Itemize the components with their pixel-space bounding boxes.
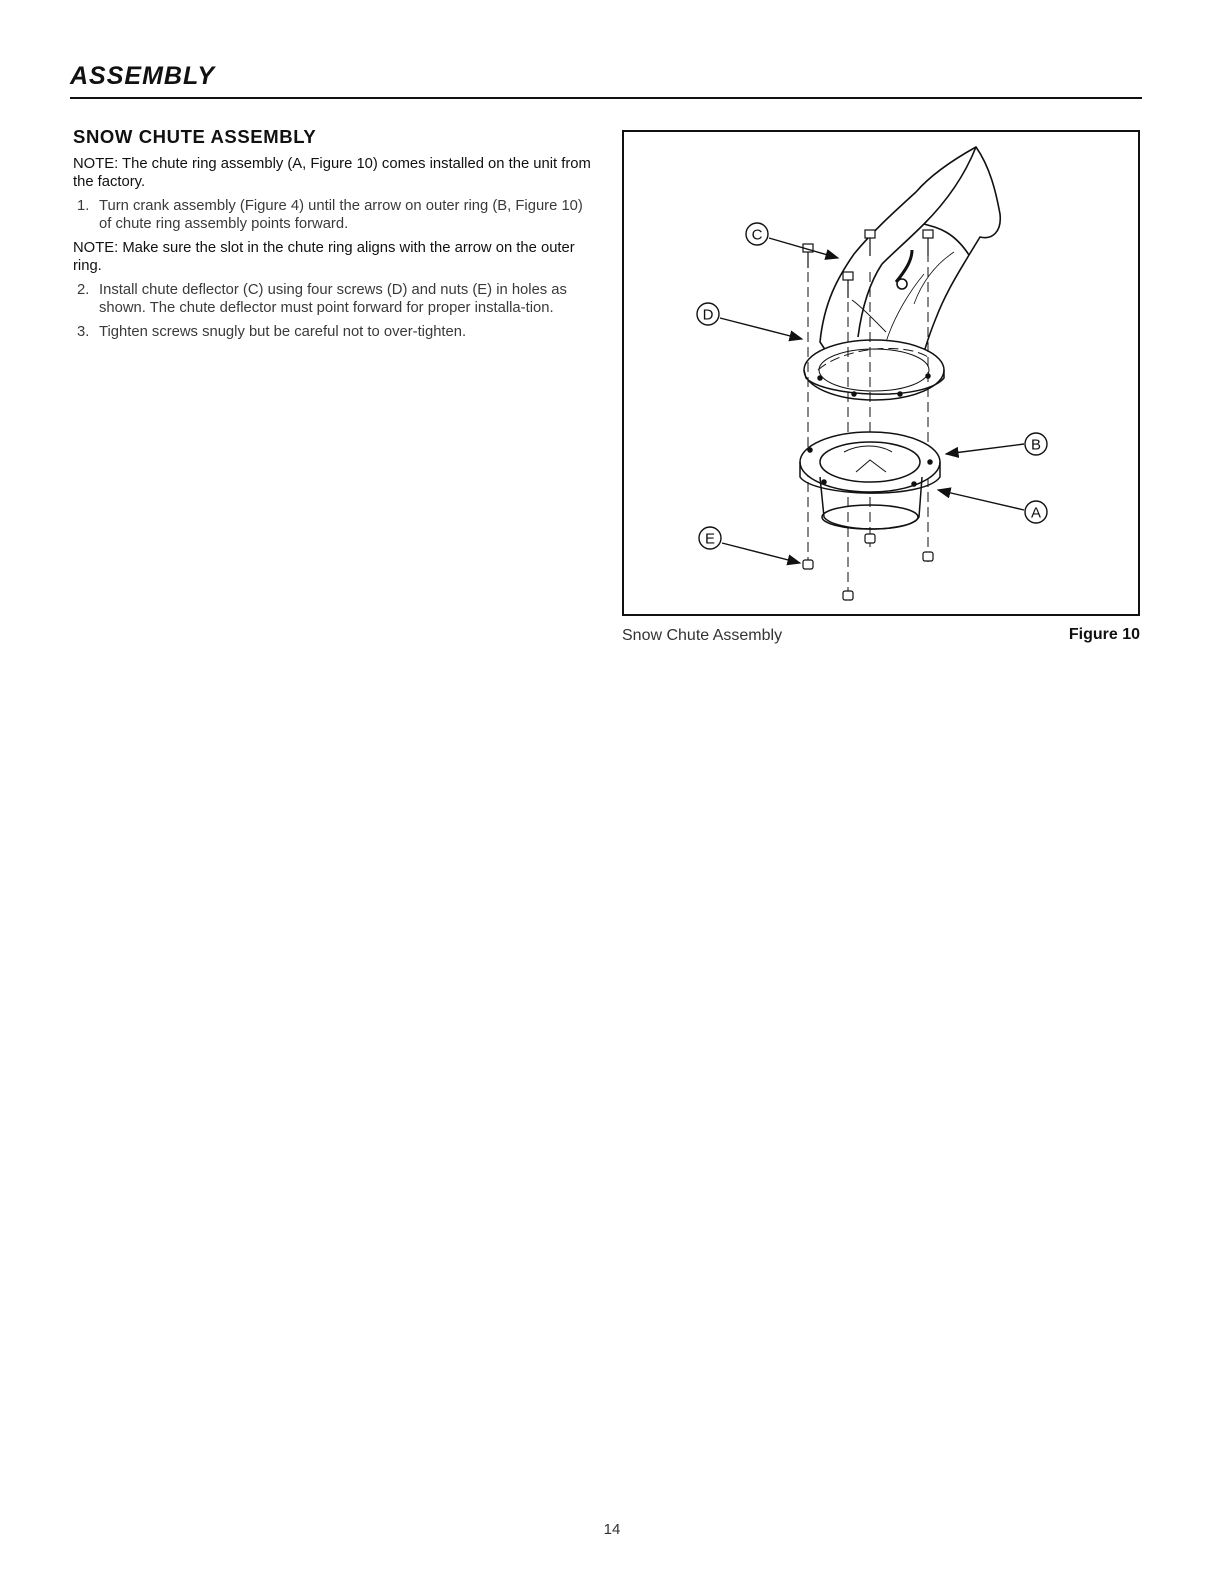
- instructions-column: [73, 126, 593, 347]
- title-rule: [70, 97, 1142, 99]
- page-number: 14: [603, 1521, 621, 1538]
- screw-d4: [923, 230, 933, 238]
- nuts: [803, 534, 933, 600]
- note-slot-alignment: NOTE: Make sure the slot in the chute ring aligns with the arrow on the outer ring.: [73, 240, 575, 274]
- step-text: Turn crank assembly (Figure 4) until the arrow on outer ring (B, Figure 10) of chute ring assembly points forward.: [99, 198, 583, 232]
- callout-d-label: D: [702, 306, 714, 324]
- callout-a: [938, 490, 1047, 523]
- nut-e1: [803, 560, 813, 569]
- step-3: [73, 323, 593, 341]
- screw-d3: [865, 230, 875, 238]
- callout-a-label: A: [1030, 504, 1042, 522]
- figure-caption: Snow Chute Assembly: [622, 627, 783, 644]
- step-number: 1.: [77, 198, 90, 214]
- nut-e2: [865, 534, 875, 543]
- steps-list-a: [73, 197, 593, 233]
- callout-c: [746, 223, 838, 258]
- callout-b: [946, 433, 1047, 455]
- step-text: Tighten screws snugly but be careful not to over-tighten.: [99, 324, 467, 340]
- figure-label: Figure 10: [1068, 626, 1140, 643]
- step-number: 2.: [77, 282, 90, 298]
- steps-list-b: [73, 281, 593, 341]
- callout-e-label: E: [704, 530, 716, 548]
- callout-d: [697, 303, 802, 339]
- callout-b-label: B: [1030, 436, 1042, 454]
- step-number: 3.: [77, 324, 90, 340]
- nut-e4: [843, 591, 853, 600]
- figure-10-frame: [622, 130, 1140, 616]
- step-1: [73, 197, 593, 233]
- note-factory-install: NOTE: The chute ring assembly (A, Figure 10) comes installed on the unit from the factory.: [73, 156, 591, 190]
- callout-c-label: C: [751, 226, 763, 244]
- step-text: Install chute deflector (C) using four screws (D) and nuts (E) in holes as shown. The chute deflector must point forward for proper installa-tion.: [99, 282, 567, 316]
- snow-chute-heading: SNOW CHUTE ASSEMBLY: [73, 126, 317, 147]
- section-title: ASSEMBLY: [70, 62, 216, 90]
- snow-chute-diagram: [624, 132, 1138, 614]
- screw-d2: [843, 272, 853, 280]
- callout-e: [699, 527, 800, 563]
- nut-e3: [923, 552, 933, 561]
- step-2: [73, 281, 593, 317]
